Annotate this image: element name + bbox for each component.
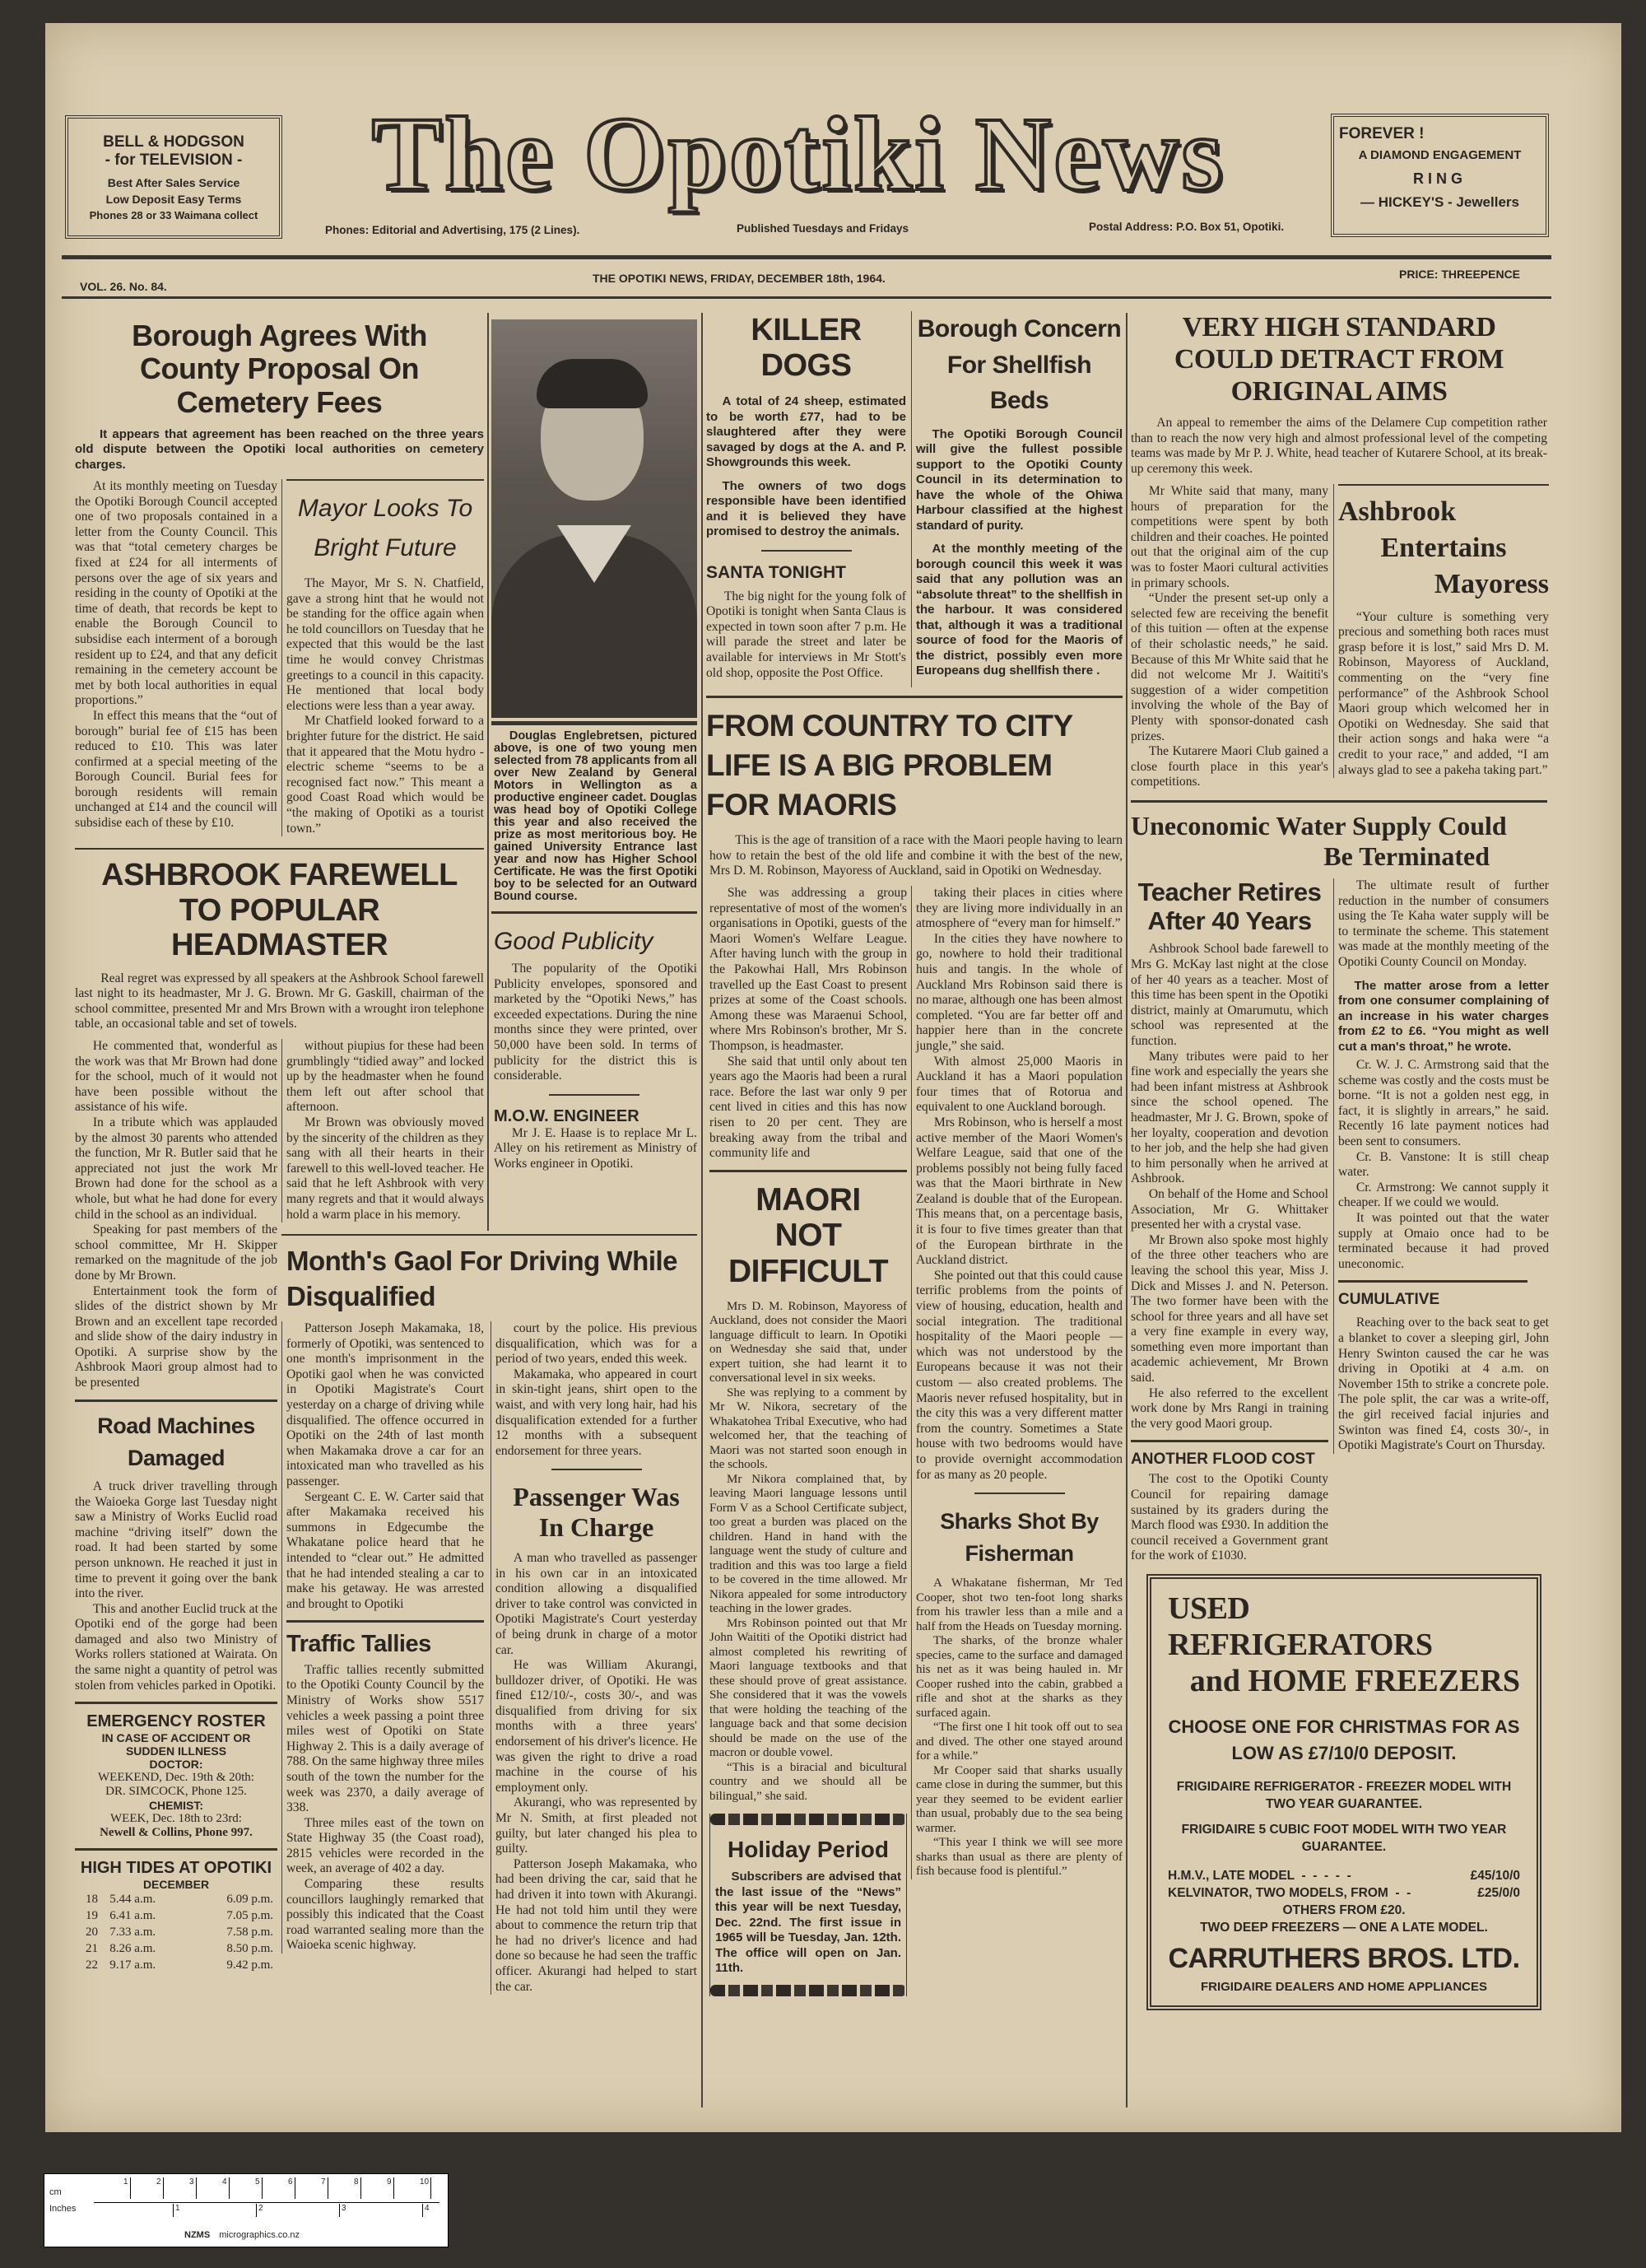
paragraph: At its monthly meeting on Tuesday the Opotiki Borough Council accepted one of two proposals contained in a letter from the County Council. This was that “total cemetery charges be fixed at £24 for all interments of persons over the age of six years and residing in the county of Opotiki at the time of death, that records be kept to enable the Borough Council to subsidise each interment of a borough resident up to £24, and that any deficit remaining in the cemetery account be met by both local authorities in equal proportions.” xyxy=(75,479,277,708)
cumulative-body xyxy=(1338,1316,1549,1453)
tide-am: 6.41 a.m. xyxy=(109,1909,156,1923)
ad-line: A DIAMOND ENGAGEMENT xyxy=(1358,148,1522,162)
emergency-sub: IN CASE OF ACCIDENT OR xyxy=(101,1731,251,1745)
road-machines-headline: Road Machines Damaged xyxy=(97,1413,255,1470)
paragraph: It was pointed out that the water supply at Omaio once had to be terminated because it had proved uneconomic. xyxy=(1338,1211,1549,1271)
paragraph: A Whakatane fisherman, Mr Ted Cooper, shot two ten-foot long sharks from his trawler less than a mile and a half from the Heads on Tuesday morning. xyxy=(916,1576,1123,1633)
tide-am: 8.26 a.m. xyxy=(109,1942,156,1956)
mayor-body xyxy=(286,576,484,836)
santa-body xyxy=(706,589,906,682)
tide-day: 22 xyxy=(86,1958,98,1972)
paragraph: The owners of two dogs responsible have been identified and it is believed they have promised to destroy the animals. xyxy=(706,478,906,539)
high-standard-lead: An appeal to remember the aims of the Delamere Cup competition rather than to reach the now very high and almost professional level of the competing teams was made by Mr P. J. White, head teacher of Kutarere School, at its break-up ceremony this week. xyxy=(1131,416,1547,477)
dateline: THE OPOTIKI NEWS, FRIDAY, DECEMBER 18th, 1964. xyxy=(593,272,886,285)
water-column xyxy=(1333,878,1549,1454)
divider xyxy=(549,1094,639,1096)
paragraph: Sergeant C. E. W. Carter said that after Makamaka received his summons in Edgecumbe the Whakatane police heard that he intended to “clear out.” He admitted that he had intended stealing a car to make his getaway. He was arrested and brought to Opotiki xyxy=(286,1489,484,1611)
ruler-cm-tick: 9 xyxy=(387,2177,394,2199)
paragraph: She pointed out that this could cause terrific problems from the points of view of housing, education, health and social integration. The traditional hospitality of the Maori people — which was not understood by the Europeans because it was not their custom — also created problems. The Maoris never refused hospitality, but in the city this was a very different matter from the country. Sometimes a State house with two bedrooms would have to provide overnight accommodation for as many as 20 people. xyxy=(916,1268,1123,1482)
paragraph: The Mayor, Mr S. N. Chatfield, gave a strong hint that he would not be standing for the office again when he told councillors on Tuesday that he expected that this would be the last time he would convey Christmas greetings to a council in this capacity. He mentioned that local body elections were less than a year away. xyxy=(286,576,484,713)
price: PRICE: THREEPENCE xyxy=(1399,268,1521,281)
cemetery-body xyxy=(75,479,277,831)
maori-not-difficult-body xyxy=(709,1300,907,1805)
water-headline-line: Uneconomic Water Supply Could xyxy=(1131,811,1507,841)
paragraph: The ultimate result of further reduction in the number of consumers using the Te Kaha water supply will be to terminate the scheme. This statement was made at the monthly meeting of the Opotiki County Council on Monday. xyxy=(1338,878,1549,969)
tide-row xyxy=(85,1907,274,1924)
ruler-cm-tick: 4 xyxy=(222,2177,230,2199)
chemist-who: Newell & Collins, Phone 997. xyxy=(100,1826,253,1840)
paragraph: A man who travelled as passenger in his own car in an intoxicated condition allowing a disqualified driver to take control was convicted in Opotiki Magistrate's Court yesterday of being drunk in charge of a motor car. xyxy=(495,1550,697,1657)
paragraph: Reaching over to the back seat to get a blanket to cover a sleeping girl, John Henry Swinton caused the car he was driving in Opotiki at 4 a.m. on November 15th to strike a concrete pole. The pole split, the car was a write-off, the girl received facial injuries and Swinton was fined £4, costs 30/-, in Opotiki Magistrate's Court on Thursday. xyxy=(1338,1316,1549,1453)
bell-hodgson-ad xyxy=(65,115,282,239)
mayor-column xyxy=(281,479,484,836)
dateline-rule xyxy=(62,296,1551,299)
paragraph: The cost to the Opotiki County Council for repairing damage sustained by its graders during the March flood was £930. In addition the council received a Government grant for the work of £1030. xyxy=(1131,1472,1328,1563)
farewell-lead: Real regret was expressed by all speakers at the Ashbrook School farewell last night to its headmaster, Mr J. G. Brown. Mr G. Gaskill, chairman of the school committee, presented Mr and Mrs Brown with a wrought iron telephone table, an occasional table and set of towels. xyxy=(75,971,484,1032)
divider xyxy=(75,1399,277,1402)
mayoress-headline-line: Mayoress xyxy=(1434,569,1549,600)
ad-price: £45/10/0 xyxy=(1470,1869,1520,1883)
paragraph: Three miles east of the town on State Highway 35 (the Coast road), 2815 vehicles were recorded in the week, an average of 402 a day. xyxy=(286,1815,484,1876)
ad-freezers: TWO DEEP FREEZERS — ONE A LATE MODEL. xyxy=(1200,1921,1488,1935)
paragraph: She was replying to a comment by Mr W. Nikora, secretary of the Whakatohea Tribal Executive, who had welcomed her, that the teaching of Maori was not started soon enough in the schools. xyxy=(709,1385,907,1472)
gaol-col2 xyxy=(495,1321,697,1459)
doctor-label: DOCTOR: xyxy=(149,1758,203,1772)
cumulative-headline: CUMULATIVE xyxy=(1338,1291,1440,1309)
doctor-who: DR. SIMCOCK, Phone 125. xyxy=(105,1785,247,1799)
ad-line: Phones 28 or 33 Waimana collect xyxy=(89,209,258,221)
ad-item: FRIGIDAIRE REFRIGERATOR - FREEZER MODEL WITH TWO YEAR GUARANTEE. xyxy=(1176,1780,1512,1811)
paragraph: In the cities they have nowhere to go, nowhere to hold their traditional huis and tangis. In the whole of Auckland Mrs Robinson said there is no marae, although one has been almost completed. “You are far better off and happier here than in the concrete jungle,” she said. xyxy=(916,931,1123,1053)
water-bold: The matter arose from a letter from one consumer complaining of an increase in his water charges from £2 to £6. “You might as well cut a man's throat,” he wrote. xyxy=(1338,978,1549,1054)
ad-line: FOREVER ! xyxy=(1339,125,1425,142)
tides-title: HIGH TIDES AT OPOTIKI xyxy=(80,1859,272,1878)
holiday-text: Subscribers are advised that the last issue of the “News” this year will be next Tuesday, Dec. 22nd. The first issue in 1965 will be Tuesday, Jan. 12th. The office will open on Jan. 11th. xyxy=(715,1870,901,1976)
ruler-inch-tick: 1 xyxy=(173,2204,180,2217)
water-header xyxy=(1131,800,1547,872)
divider xyxy=(1131,800,1547,803)
paragraph: In a tribute which was applauded by the almost 30 parents who attended the function, Mr R. Butler said that he appreciated not just the work Mr Brown had done for the school as a whole, but what he had done for every child in the school as an individual. xyxy=(75,1115,277,1222)
ad-offer: CHOOSE ONE FOR CHRISTMAS FOR AS LOW AS £7/10/0 DEPOSIT. xyxy=(1168,1716,1520,1763)
ruler-site: micrographics.co.nz xyxy=(219,2230,300,2240)
killer-dogs-headline: KILLER DOGS xyxy=(751,313,862,383)
gaol-traffic-column xyxy=(281,1321,484,1954)
tide-row xyxy=(85,1891,274,1907)
paragraph: The Opotiki Borough Council will give the fullest possible support to the Opotiki County Council in its determination to have the whole of the Ohiwa Harbour classified at the highest standard of purity. xyxy=(916,426,1123,533)
mayoress-headline xyxy=(1338,494,1549,603)
paragraph: Mr Brown was obviously moved by the sincerity of the children as they sang with all their hearts in their farewell to this well-loved teacher. He said that he left Ashbrook with very many regrets and that it would always hold a warm place in his memory. xyxy=(286,1115,484,1222)
ruler-brand-name: NZMS xyxy=(184,2230,211,2240)
tide-pm: 8.50 p.m. xyxy=(226,1942,273,1956)
divider xyxy=(1131,1440,1328,1442)
tide-day: 18 xyxy=(86,1893,98,1907)
divider xyxy=(491,911,697,914)
paragraph: Mr White said that many, many hours of preparation for the competitions were spent by both children and their coaches. He pointed out that the original aim of the cup was to foster Maori cultural activities in primary schools. xyxy=(1131,484,1328,590)
paragraph: A total of 24 sheep, estimated to be worth £77, had to be slaughtered after they were savaged by dogs at the A. and P. Showgrounds this week. xyxy=(706,394,906,470)
tide-pm: 7.58 p.m. xyxy=(226,1926,273,1940)
tide-am: 5.44 a.m. xyxy=(109,1893,156,1907)
ruler-cm-tick: 7 xyxy=(321,2177,328,2199)
tides-month: DECEMBER xyxy=(142,1878,210,1892)
photo-column xyxy=(491,319,697,1172)
sharks-body xyxy=(916,1576,1123,1879)
portrait-hair xyxy=(537,359,648,408)
paragraph: “This is a biracial and bicultural country and we should all be bilingual,” she said. xyxy=(709,1760,907,1803)
paragraph: “The first one I hit took off out to sea and dived. The other one stayed around for a while.” xyxy=(916,1721,1123,1763)
paragraph: “Your culture is something very precious and something both races must grasp before it is lost,” said Mrs D. M. Robinson, Mayoress of Auckland, commenting on the “very fine performance” of the Ashbrook School Maori group which welcomed her in Opotiki on Wednesday. She said that their action songs and haka were “a credit to your race,” and added, “I am always glad to see a pakeha taking part.” xyxy=(1338,609,1549,777)
ad-headline: and HOME FREEZERS xyxy=(1189,1664,1520,1698)
country-city-headline: FROM COUNTRY TO CITY LIFE IS A BIG PROBLEM FOR MAORIS xyxy=(706,709,1072,822)
water-paras xyxy=(1338,878,1549,971)
paragraph: She said that until only about ten years ago the Maoris had been a rural race. Before the last war only 9 per cent lived in cities and this has now risen to 20 per cent. They are breaking away from the tribal and community life and xyxy=(709,1054,907,1161)
ad-company: CARRUTHERS BROS. LTD. xyxy=(1168,1943,1520,1974)
paragraph: Ashbrook School bade farewell to Mrs G. McKay last night at the close of her 40 years as a teacher. Most of this time has been spent in the Opotiki district, mainly at Omarumutu, which school was represented at the function. xyxy=(1131,942,1328,1048)
tide-row xyxy=(85,1924,274,1940)
newspaper-title: The Opotiki News xyxy=(371,95,1225,212)
ad-line: - for TELEVISION - xyxy=(105,151,243,169)
volume-number: VOL. 26. No. 84. xyxy=(80,280,167,293)
paragraph: A truck driver travelling through the Waioeka Gorge last Tuesday night saw a Ministry of Works Euclid road machine “driving itself” down the road. It had been started by some person unknown. He reached it just in time to prevent it going over the bank into the river. xyxy=(75,1479,277,1601)
shellfish-body xyxy=(916,427,1123,679)
holiday-notice xyxy=(709,1814,907,1996)
country-city-column-2 xyxy=(911,886,1123,1879)
hickeys-ad xyxy=(1331,114,1549,237)
flood-body xyxy=(1131,1472,1328,1564)
paragraph: Entertainment took the form of slides of the district shown by Mr Brown and an excellent tape recorded and slide show of the dairy industry in Opotiki. A surprise show by the Ashbrook Maori group almost had to be presented xyxy=(75,1283,277,1390)
cemetery-headline: Borough Agrees With County Proposal On Cemetery Fees xyxy=(132,319,427,419)
farewell-headline: ASHBROOK FAREWELL TO POPULAR HEADMASTER xyxy=(101,858,458,963)
paragraph: taking their places in cities where they are living more individually in an atmosphere of “every man for himself.” xyxy=(916,886,1123,931)
divider xyxy=(551,1469,642,1470)
tide-row xyxy=(85,1957,274,1973)
country-city-lead: This is the age of transition of a race with the Maori people having to learn how to retain the best of the old life and combine it with the best of the new, Mrs D. M. Robinson, Mayoress of Auckland, said in Opotiki on Wednesday. xyxy=(709,833,1123,878)
divider xyxy=(706,696,1123,698)
holly-border-icon xyxy=(710,1985,906,1996)
divider xyxy=(286,1620,484,1623)
ruler-cm-tick: 3 xyxy=(189,2177,197,2199)
killer-dogs-body xyxy=(706,394,906,540)
divider xyxy=(1338,484,1549,486)
paragraph: court by the police. His previous disqualification, which was for a period of two years, ended this week. xyxy=(495,1321,697,1367)
high-tides xyxy=(75,1859,277,1973)
douglas-englebretsen-photo xyxy=(491,319,697,718)
ad-price-label: H.M.V., LATE MODEL - - - - - xyxy=(1168,1869,1351,1883)
divider xyxy=(491,721,697,725)
paragraph: Mr Cooper said that sharks usually came close in during the summer, but this year they seemed to be evident earlier than usual, probably due to the sea being warmer. xyxy=(916,1763,1123,1835)
divider xyxy=(75,1848,277,1851)
chemist-label: CHEMIST: xyxy=(148,1799,204,1813)
refrigerators-ad xyxy=(1146,1574,1541,2010)
high-standard-headline: VERY HIGH STANDARD COULD DETRACT FROM ORIGINAL AIMS xyxy=(1174,312,1504,407)
holiday-headline: Holiday Period xyxy=(727,1837,890,1863)
ruler-cm-label: cm xyxy=(49,2187,62,2197)
divider xyxy=(709,1170,907,1172)
ruler-inch-tick: 3 xyxy=(339,2204,346,2217)
gaol-headline: Month's Gaol For Driving While Disqualified xyxy=(286,1246,678,1311)
paragraph: Patterson Joseph Makamaka, 18, formerly of Opotiki, was sentenced to one month's imprisonment in the Opotiki gaol when he was convicted in Opotiki Magistrate's Court yesterday on a charge of driving while disqualified. The offence occurred in Opotiki on the 24th of last month when Makamaka drove a car for an intoxicated man who travelled as his passenger. xyxy=(286,1321,484,1488)
shellfish-headline: Borough Concern For Shellfish Beds xyxy=(917,315,1122,414)
ad-price: £25/0/0 xyxy=(1477,1886,1520,1900)
paragraph: She was addressing a group representative of most of the women's organisations in Opotiki, guests of the Maori Women's Welfare League. After having lunch with the group in the Pakowhai Hall, Mrs Robinson travelled up the East Coast to present prizes at some of the Coast schools. Among these was Maraenui School, where Mrs Robinson's brother, Mr S. Thompson, is headmaster. xyxy=(709,886,907,1053)
emergency-title: EMERGENCY ROSTER xyxy=(86,1712,266,1731)
divider xyxy=(281,1234,697,1236)
tide-row xyxy=(85,1940,274,1957)
traffic-headline: Traffic Tallies xyxy=(286,1631,431,1658)
tide-pm: 7.05 p.m. xyxy=(226,1909,273,1923)
ad-others: OTHERS FROM £20. xyxy=(1282,1903,1406,1917)
paragraph: Mr Chatfield looked forward to a brighter future for the district. He said that it appeared that the Motu hydro - electric scheme “seems to be a recognised fact now.” This meant a good Coast Road which would be “the making of Opotiki as a tourist town.” xyxy=(286,714,484,836)
paragraph: Cr. Armstrong: We cannot supply it cheaper. If we could we would. xyxy=(1338,1180,1549,1210)
ruler-cm-tick: 2 xyxy=(156,2177,164,2199)
divider xyxy=(75,848,484,850)
farewell-col2 xyxy=(286,1039,484,1222)
holly-border-icon xyxy=(710,1814,906,1825)
ad-line: Low Deposit Easy Terms xyxy=(105,193,242,206)
publicity-body xyxy=(491,962,697,1084)
cemetery-article-header xyxy=(75,319,484,473)
divider xyxy=(286,479,484,481)
teacher-column xyxy=(1131,878,1328,1564)
paragraph: The big night for the young folk of Opotiki is tonight when Santa Claus is expected in town soon after 7 p.m. He will parade the street and later be available for interviews in Mr Stott's old shop, opposite the Post Office. xyxy=(706,589,906,680)
mow-body xyxy=(491,1126,697,1172)
photo-caption: Douglas Englebretsen, pictured above, is one of two young men selected from 78 applicants from all over New Zealand by General Motors in Wellington as a productive engineer cadet. Douglas was head boy of Opotiki College this year and also received the prize as most meritorious boy. He gained University Entrance last year and now has Higher School Certificate. He was the first Opotiki boy to be selected for an Outward Bound course. xyxy=(494,729,697,903)
mayoress-headline-line: Entertains xyxy=(1380,533,1507,564)
mayor-headline: Mayor Looks To Bright Future xyxy=(297,495,473,561)
paragraph: Speaking for past members of the school committee, Mr H. Skipper remarked on the magnitude of the job done by Mr Brown. xyxy=(75,1222,277,1283)
high-standard-header xyxy=(1131,311,1547,477)
tide-am: 9.17 a.m. xyxy=(109,1958,156,1972)
tide-am: 7.33 a.m. xyxy=(109,1926,156,1940)
paragraph: Mrs Robinson, who is herself a most active member of the Maori Women's Welfare League, said that one of the problems possibly not being fully faced was that the Maori birthrate in New Zealand is double that of the European. This means that, on a percentage basis, it is four to five times greater than that of the European birthrate in the Auckland district. xyxy=(916,1115,1123,1268)
water-headline xyxy=(1131,811,1547,872)
teacher-body xyxy=(1131,942,1328,1432)
paragraph: Patterson Joseph Makamaka, who had been driving the car, said that he had driven it into town with Akurangi. He had not told him until they were about to commence the return trip that he had no driver's licence and had done so because he had seen the traffic officer. Akurangi had helped to start the car. xyxy=(495,1856,697,1994)
paragraph: The popularity of the Opotiki Publicity envelopes, sponsored and marketed by the “Opotiki News,” has exceeded expectations. During the nine months since they were printed, over 50,000 have been sold. In terms of publicity for the district this is considerable. xyxy=(494,962,697,1083)
ruler-inch-tick: 4 xyxy=(422,2204,430,2217)
high-standard-body xyxy=(1131,484,1328,790)
farewell-article-header xyxy=(75,848,484,1032)
tide-day: 19 xyxy=(86,1909,98,1923)
publicity-headline: Good Publicity xyxy=(494,928,653,955)
paragraph: With almost 25,000 Maoris in Auckland it has a Maori population four times that of Rotorua and equivalent to one Auckland borough. xyxy=(916,1054,1123,1115)
teacher-headline: Teacher Retires After 40 Years xyxy=(1137,878,1322,935)
paragraph: The sharks, of the bronze whaler species, came to the surface and damaged his net as it was being hauled in. Mr Cooper rushed into the cabin, grabbed a rifle and shot at the sharks as they surfaced again. xyxy=(916,1634,1123,1720)
ad-tagline: FRIGIDAIRE DEALERS AND HOME APPLIANCES xyxy=(1200,1980,1488,1995)
ad-price-row xyxy=(1168,1867,1520,1884)
country-city-header xyxy=(706,696,1123,879)
gaol-passenger-column xyxy=(491,1321,697,1995)
ruler-inch-label: Inches xyxy=(49,2204,77,2214)
mayoress-body xyxy=(1338,610,1549,779)
ad-line: Best After Sales Service xyxy=(107,176,240,189)
sharks-headline: Sharks Shot By Fisherman xyxy=(940,1509,1099,1567)
paragraph: Mr J. E. Haase is to replace Mr L. Alley on his retirement as Ministry of Works engineer in Opotiki. xyxy=(494,1125,697,1171)
tides-table xyxy=(85,1891,274,1973)
passenger-headline: Passenger Was In Charge xyxy=(513,1482,680,1543)
traffic-body xyxy=(286,1663,484,1954)
divider xyxy=(761,550,852,552)
paragraph: This and another Euclid truck at the Opotiki end of the gorge had been damaged and also two Ministry of Works rollers stationed at Wairata. On the same night a quantity of petrol was stolen from vehicles parked in Opotiki. xyxy=(75,1601,277,1693)
cemetery-intro: It appears that agreement has been reached on the three years old dispute between the Opotiki local authorities on cemetery charges. xyxy=(75,426,484,472)
ad-price-row xyxy=(1168,1884,1520,1902)
ad-price-label: KELVINATOR, TWO MODELS, FROM - - xyxy=(1168,1886,1411,1900)
road-machines-body xyxy=(75,1479,277,1693)
water-paras2 xyxy=(1338,1058,1549,1272)
left-column-lower xyxy=(75,1039,277,1973)
column-divider xyxy=(1126,313,1128,2107)
country-city-column-1 xyxy=(709,886,907,1996)
paragraph: Mr Nikora complained that, by leaving Maori language lessons until Form V as a School Certificate subject, too great a burden was placed on the children. Hand in hand with the language went the study of culture and tradition and this was too large a field to be covered in the time allowed. Mr Nikora appealed for some introductory teaching in the lower grades. xyxy=(709,1472,907,1616)
tide-pm: 6.09 p.m. xyxy=(226,1893,273,1907)
ruler-cm-scale xyxy=(94,2177,439,2203)
country-city-col2 xyxy=(916,886,1123,1483)
column-divider xyxy=(487,313,489,1231)
tide-day: 20 xyxy=(86,1926,98,1940)
shellfish-column xyxy=(911,311,1123,687)
farewell-column-2 xyxy=(281,1039,484,1222)
mayoress-column xyxy=(1333,484,1549,778)
ruler-cm-tick: 8 xyxy=(354,2177,361,2199)
chemist-when: WEEK, Dec. 18th to 23rd: xyxy=(110,1812,242,1826)
paragraph: He was William Akurangi, bulldozer driver, of Opotiki. He was fined £12/10/-, costs 30/-, and was disqualified from driving for six months with a three years' endorsement of his driver's licence. He was given the right to drive a road machine in the course of his employment only. xyxy=(495,1658,697,1795)
divider xyxy=(1338,1280,1527,1283)
santa-headline: SANTA TONIGHT xyxy=(706,562,846,582)
doctor-when: WEEKEND, Dec. 19th & 20th: xyxy=(98,1771,254,1785)
paragraph: Makamaka, who appeared in court in skin-tight jeans, shirt open to the waist, and with very long hair, had his disqualification extended for a further 12 months with a subsequent endorsement for three years. xyxy=(495,1367,697,1458)
paragraph: Cr. B. Vanstone: It is still cheap water. xyxy=(1338,1149,1549,1180)
postal-line: Postal Address: P.O. Box 51, Opotiki. xyxy=(1089,221,1285,233)
scale-ruler xyxy=(44,2173,449,2247)
country-city-col1 xyxy=(709,886,907,1162)
paragraph: At the monthly meeting of the borough council this week it was said that any pollution was an “absolute threat” to the shellfish in the harbour. It was considered that, although it was a traditional source of food for the Maoris of the district, possibly even more Europeans dug shellfish there . xyxy=(916,542,1123,678)
paragraph: “Under the present set-up only a selected few are receiving the benefit of this tuition — often at the expense of their scholastic needs,” he said. Because of this Mr White said that he did not welcome Mr J. Waititi's suggestion of a wider competition involving the whole of the Bay of Plenty with sponsor-donated cash prizes. xyxy=(1131,591,1328,743)
gaol-col1 xyxy=(286,1321,484,1612)
ruler-cm-tick: 6 xyxy=(288,2177,295,2199)
paragraph: Comparing these results councillors laughingly remarked that possibly this indicated that the Coast road warranted sealing more than the Waioeka scenic highway. xyxy=(286,1877,484,1953)
mow-headline: M.O.W. ENGINEER xyxy=(494,1106,639,1125)
paragraph: Mrs Robinson pointed out that Mr John Waititi of the Opotiki district had almost completed his rewriting of Maori language textbooks and that these should prove of great assistance. She considered that it was the vowels that were holding the teaching of the language back and that some decision should be made on the use of the macron or double vowel. xyxy=(709,1616,907,1760)
paragraph: Mr Brown also spoke most highly of the three other teachers who are leaving the school this year, Miss J. Dick and Misses J. and N. Peterson. The two former have been with the school for three years and all have set a very fine example in every way, something even more important than academic achievement, Mr Brown said. xyxy=(1131,1232,1328,1385)
cemetery-column xyxy=(75,479,277,831)
column-divider xyxy=(701,313,703,2107)
paragraph: In effect this means that the “out of borough” burial fee of £15 has been reduced to £10. This was later confirmed at a special meeting of the Borough Council. Burial fees for borough residents will remain unchanged at £14 and the council will subsidise each of these by £10. xyxy=(75,708,277,831)
divider xyxy=(974,1493,1065,1494)
paragraph: He also referred to the excellent work done by Mrs Rangi in training the very good Maori group. xyxy=(1131,1385,1328,1431)
flood-headline: ANOTHER FLOOD COST xyxy=(1131,1451,1315,1469)
water-headline-line: Be Terminated xyxy=(1323,841,1490,871)
gaol-article-header xyxy=(281,1234,697,1315)
ruler-cm-tick: 1 xyxy=(123,2177,131,2199)
ad-line: RING xyxy=(1413,170,1467,187)
paragraph: He commented that, wonderful as the work was that Mr Brown had done for the school, much of it would not have been possible without the assistance of his wife. xyxy=(75,1039,277,1115)
paragraph: without piupius for these had been grumblingly “tidied away” and locked up by the headmaster when he found them left out after school that afternoon. xyxy=(286,1039,484,1115)
paragraph: “This year I think we will see more sharks than usual as there are plenty of fish because food is plentiful.” xyxy=(916,1836,1123,1879)
ruler-inch-scale xyxy=(94,2202,439,2219)
phones-line: Phones: Editorial and Advertising, 175 (2 Lines). xyxy=(325,224,580,236)
paragraph: Akurangi, who was represented by Mr N. Smith, at first pleaded not guilty, but later changed his plea to guilty. xyxy=(495,1795,697,1856)
paragraph: The Kutarere Maori Club gained a close fourth place in this year's competitions. xyxy=(1131,744,1328,789)
high-standard-column xyxy=(1131,484,1328,790)
tide-pm: 9.42 p.m. xyxy=(226,1958,273,1972)
ad-line: — HICKEY'S - Jewellers xyxy=(1360,194,1519,210)
tide-day: 21 xyxy=(86,1942,98,1956)
ruler-brand xyxy=(184,2230,300,2240)
masthead-rule xyxy=(62,255,1551,259)
paragraph: Mrs D. M. Robinson, Mayoress of Auckland, does not consider the Maori language difficult to learn. In Opotiki on Wednesday she said that, under expert tuition, she had learnt it to conversational level in six weeks. xyxy=(709,1299,907,1385)
paragraph: Traffic tallies recently submitted to the Opotiki County Council by the Ministry of Works show 5517 vehicles a week passing a point three miles west of Opotiki on State Highway 2. This is a daily average of 788. On the same highway three miles south of the town the number for the week was 2370, a daily average of 338. xyxy=(286,1662,484,1815)
divider xyxy=(75,1702,277,1704)
paragraph: Cr. W. J. C. Armstrong said that the scheme was costly and the costs must be borne. “It is not a golden nest egg, in fact, it is slightly in arrears,” he said. Recently 16 late payment notices had been sent to consumers. xyxy=(1338,1058,1549,1149)
maori-not-difficult-headline: MAORI NOT DIFFICULT xyxy=(728,1181,889,1290)
emergency-sub: SUDDEN ILLNESS xyxy=(125,1744,227,1758)
farewell-col1 xyxy=(75,1039,277,1391)
ad-line: BELL & HODGSON xyxy=(103,133,244,151)
ad-item: FRIGIDAIRE 5 CUBIC FOOT MODEL WITH TWO YEAR GUARANTEE. xyxy=(1181,1823,1507,1854)
ad-headline: USED REFRIGERATORS xyxy=(1168,1591,1433,1662)
published-line: Published Tuesdays and Fridays xyxy=(737,222,909,235)
passenger-body xyxy=(495,1551,697,1995)
paragraph: Many tributes were paid to her fine work and especially the years she had been infant mistress at Ashbrook since the school opened. The headmaster, Mr J. G. Brown, spoke of her loyalty, cooperation and devotion to her job, and the help she had given to him personally when he arrived at Ashbrook. xyxy=(1131,1049,1328,1186)
mayoress-headline-line: Ashbrook xyxy=(1338,496,1456,527)
ruler-inch-tick: 2 xyxy=(256,2204,263,2217)
paragraph: On behalf of the Home and School Association, Mr G. Whittaker presented her with a crystal vase. xyxy=(1131,1186,1328,1232)
ruler-cm-tick: 5 xyxy=(255,2177,263,2199)
ruler-cm-tick: 10 xyxy=(420,2177,431,2199)
emergency-roster xyxy=(75,1712,277,1840)
killer-dogs-column xyxy=(706,313,906,681)
